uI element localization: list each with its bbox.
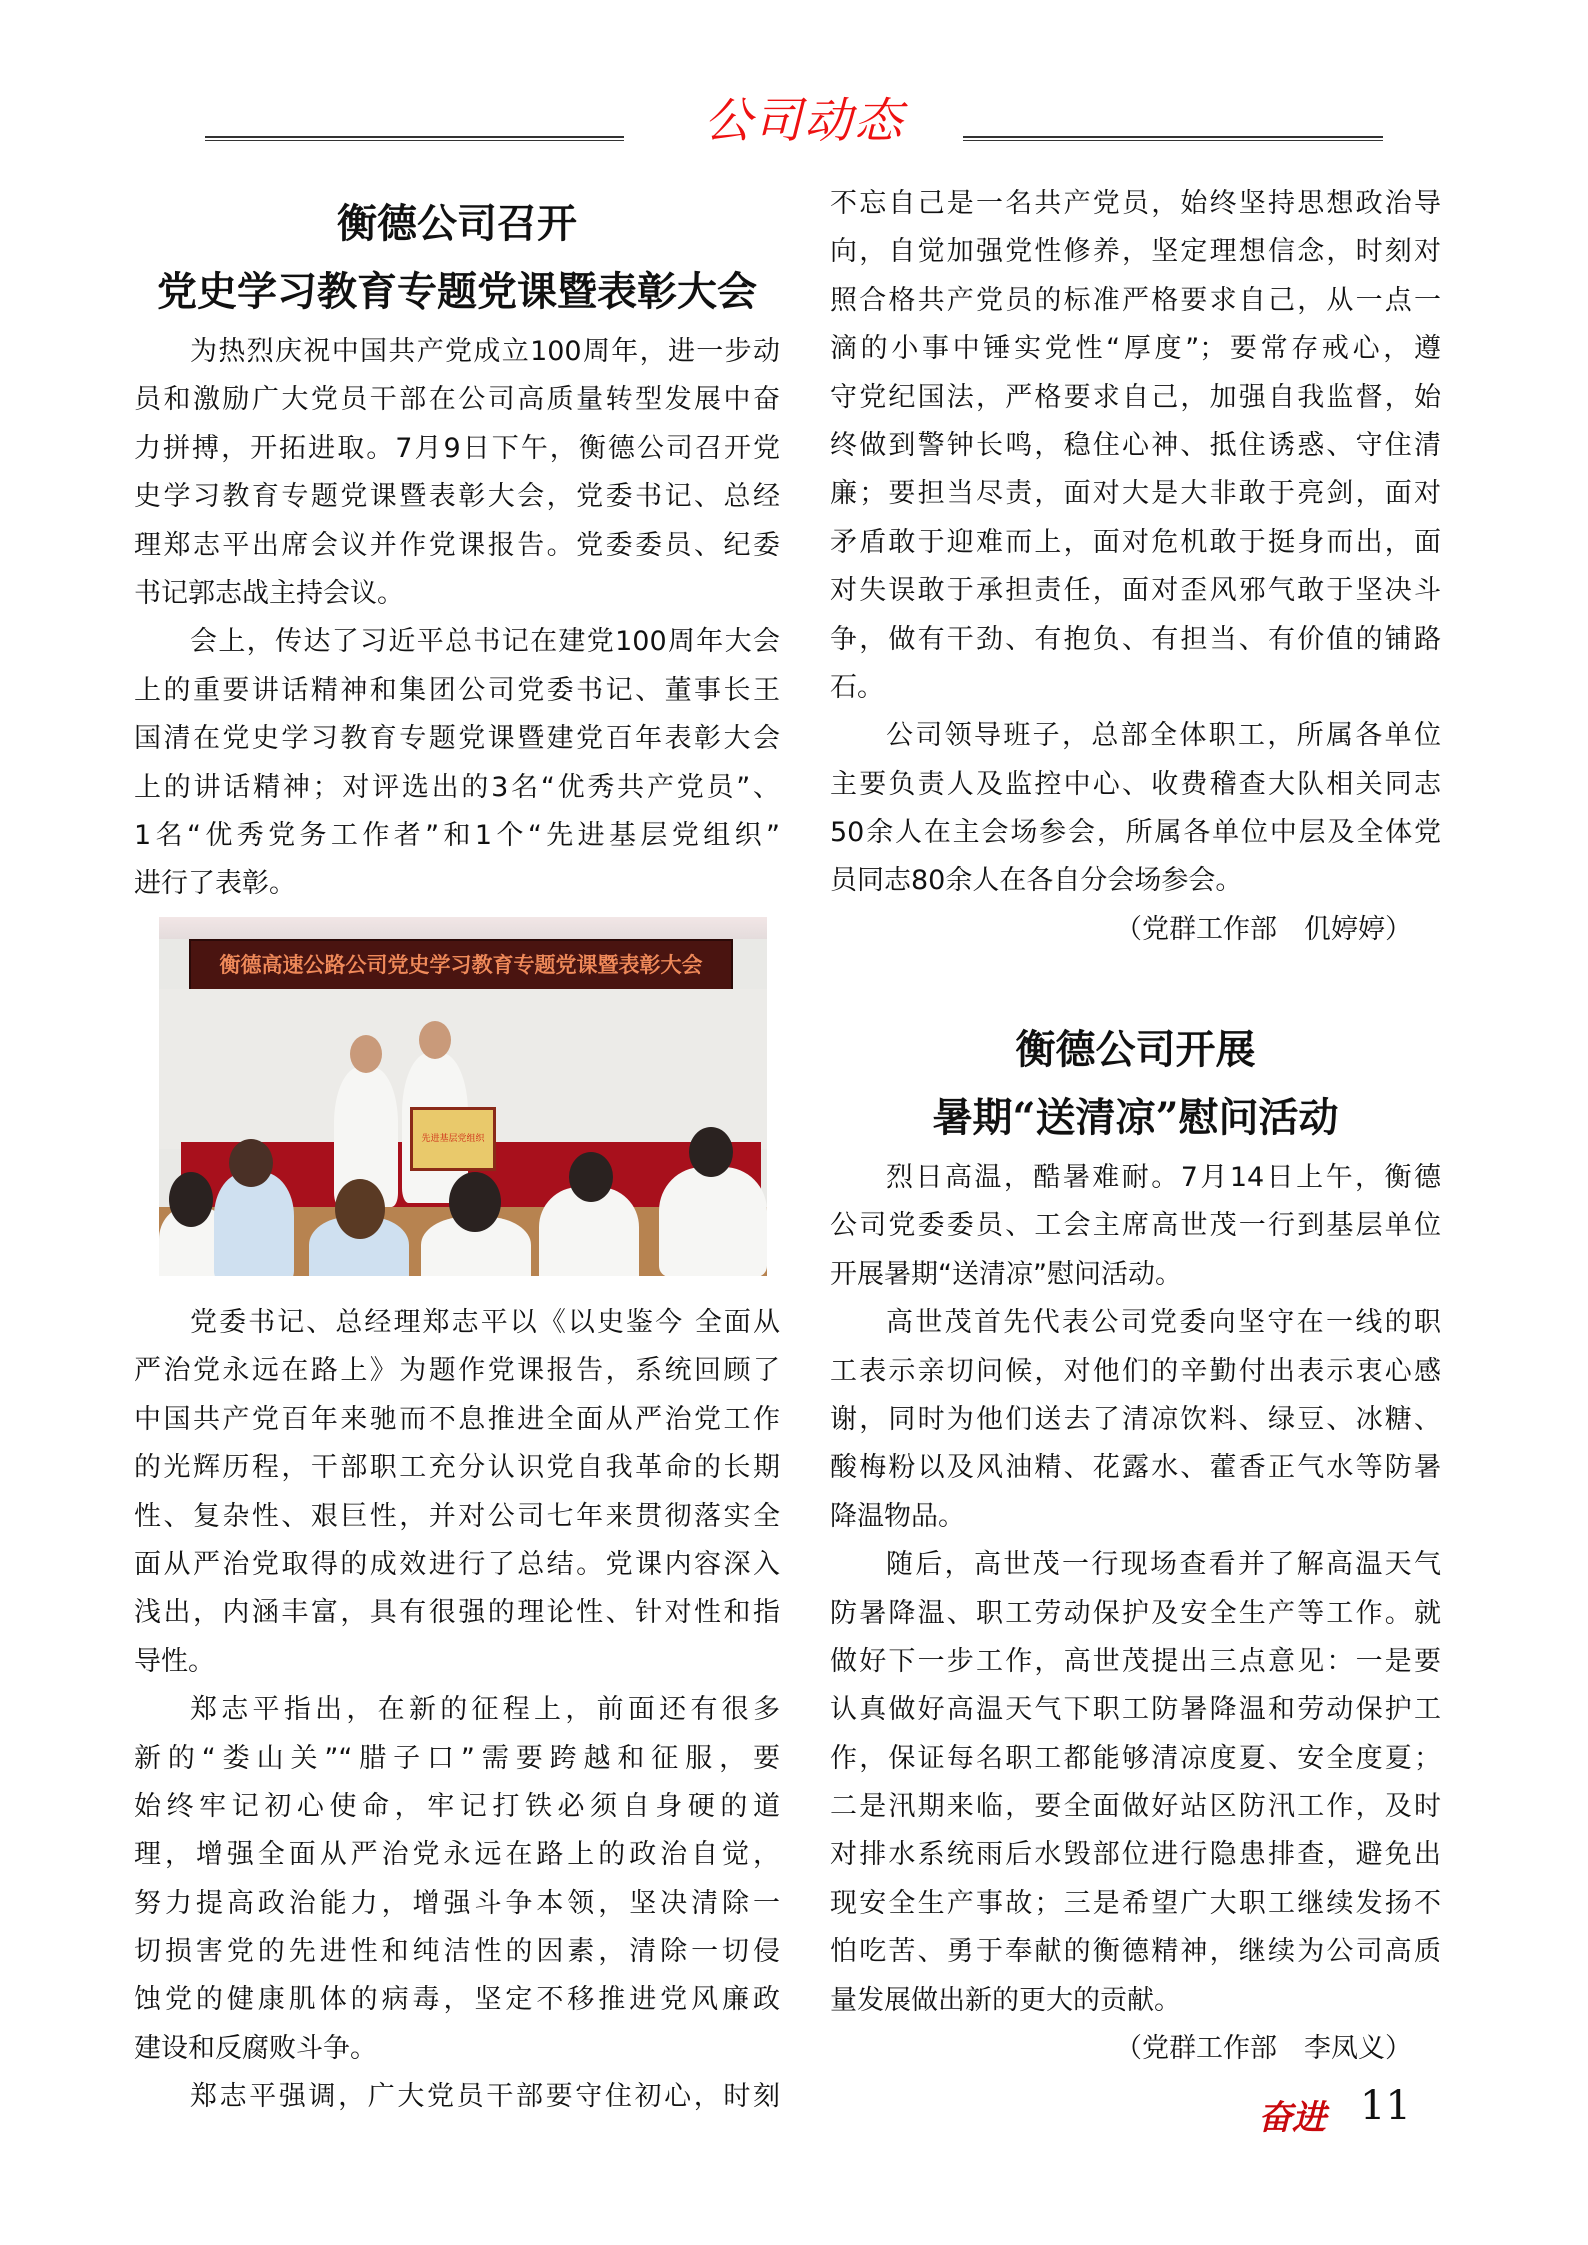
paragraph-line: 量发展做出新的更大的贡献。 — [830, 1984, 1181, 2016]
paragraph-line: 导性。 — [134, 1645, 215, 1677]
header-rule-left — [205, 136, 624, 141]
paragraph-line: 严治党永远在路上》为题作党课报告，系统回顾了 — [134, 1355, 780, 1387]
paragraph-line: 酸梅粉以及风油精、花露水、藿香正气水等防暑 — [830, 1452, 1441, 1484]
paragraph-line: 中国共产党百年来驰而不息推进全面从严治党工作 — [134, 1403, 780, 1435]
photo-head — [169, 1172, 213, 1227]
paragraph-line: 史学习教育专题党课暨表彰大会，党委书记、总经 — [134, 481, 780, 513]
paragraph-line: 50余人在主会场参会，所属各单位中层及全体党 — [830, 817, 1441, 849]
article2-attribution: （党群工作部 李凤义） — [1115, 2033, 1412, 2064]
paragraph-line: 现安全生产事故；三是希望广大职工继续发扬不 — [830, 1887, 1441, 1919]
paragraph-line: 浅出，内涵丰富，具有很强的理论性、针对性和指 — [134, 1597, 780, 1629]
paragraph-line: 蚀党的健康肌体的病毒，坚定不移推进党风廉政 — [134, 1984, 780, 2016]
article2-title-line: 衡德公司开展 — [1015, 1026, 1256, 1073]
paragraph-line: 公司领导班子，总部全体职工，所属各单位 — [886, 720, 1441, 752]
photo-head — [229, 1139, 273, 1187]
paragraph-line: 进行了表彰。 — [134, 868, 296, 900]
paragraph-line: 郑志平指出，在新的征程上，前面还有很多 — [190, 1694, 780, 1726]
article2-title — [830, 1016, 1441, 1152]
paragraph-line: 国清在党史学习教育专题党课暨建党百年表彰大会 — [134, 723, 780, 755]
paragraph-line: 主要负责人及监控中心、收费稽查大队相关同志 — [830, 768, 1441, 800]
article1-body-right — [830, 180, 1441, 906]
article2-body — [830, 1154, 1441, 2025]
paragraph-line: 理郑志平出席会议并作党课报告。党委委员、纪委 — [134, 529, 780, 561]
header-rule-right — [963, 136, 1383, 141]
paragraph-line: 认真做好高温天气下职工防暑降温和劳动保护工 — [830, 1694, 1441, 1726]
paragraph-line: 做好下一步工作，高世茂提出三点意见：一是要 — [830, 1645, 1441, 1677]
article1-title-line: 衡德公司召开 — [337, 200, 577, 247]
paragraph-line: 开展暑期“送清凉”慰问活动。 — [830, 1258, 1182, 1290]
magazine-logo: 奋进 — [1258, 2098, 1326, 2138]
paragraph-line: 上的讲话精神；对评选出的3名“优秀共产党员”、 — [134, 771, 780, 803]
paragraph-line: 努力提高政治能力，增强斗争本领，坚决清除一 — [134, 1887, 780, 1919]
paragraph-line: 面从严治党取得的成效进行了总结。党课内容深入 — [134, 1548, 780, 1580]
paragraph-line: 为热烈庆祝中国共产党成立100周年，进一步动 — [190, 336, 780, 367]
paragraph-line: 公司党委委员、工会主席高世茂一行到基层单位 — [830, 1210, 1441, 1242]
paragraph-line: 向，自觉加强党性修养，坚定理想信念，时刻对 — [830, 236, 1441, 268]
paragraph-line: 降温物品。 — [830, 1500, 965, 1532]
photo-plaque: 先进基层党组织 — [410, 1107, 496, 1171]
paragraph-line: 会上，传达了习近平总书记在建党100周年大会 — [190, 626, 780, 658]
article2-title-line: 暑期“送清凉”慰问活动 — [932, 1094, 1339, 1141]
article1-title-line: 党史学习教育专题党课暨表彰大会 — [157, 268, 757, 315]
paragraph-line: 郑志平强调，广大党员干部要守住初心，时刻 — [190, 2081, 780, 2113]
paragraph-line: 石。 — [830, 671, 884, 703]
paragraph-line: 书记郭志战主持会议。 — [134, 577, 404, 609]
paragraph-line: 员同志80余人在各自分会场参会。 — [830, 865, 1243, 897]
paragraph-line: 廉；要担当尽责，面对大是大非敢于亮剑，面对 — [830, 478, 1441, 510]
paragraph-line: 二是汛期来临，要全面做好站区防汛工作，及时 — [830, 1791, 1441, 1823]
paragraph-line: 烈日高温，酷暑难耐。7月14日上午，衡德 — [886, 1162, 1441, 1193]
paragraph-line: 员和激励广大党员干部在公司高质量转型发展中奋 — [134, 384, 780, 416]
article1-body-left-bottom — [134, 1299, 780, 2122]
paragraph-line: 守党纪国法，严格要求自己，加强自我监督，始 — [830, 381, 1441, 413]
paragraph-line: 对失误敢于承担责任，面对歪风邪气敢于坚决斗 — [830, 575, 1441, 607]
paragraph-line: 始终牢记初心使命，牢记打铁必须自身硬的道 — [134, 1790, 780, 1822]
paragraph-line: 不忘自己是一名共产党员，始终坚持思想政治导 — [830, 188, 1441, 219]
photo-ceiling — [159, 917, 767, 939]
photo-banner: 衡德高速公路公司党史学习教育专题党课暨表彰大会 — [189, 939, 733, 991]
paragraph-line: 谢，同时为他们送去了清凉饮料、绿豆、冰糖、 — [830, 1403, 1441, 1435]
paragraph-line: 怕吃苦、勇于奉献的衡德精神，继续为公司高质 — [830, 1936, 1441, 1968]
meeting-photo — [159, 917, 767, 1276]
paragraph-line: 作，保证每名职工都能够清凉度夏、安全度夏； — [830, 1742, 1441, 1774]
paragraph-line: 滴的小事中锤实党性“厚度”；要常存戒心，遵 — [830, 333, 1441, 365]
paragraph-line: 1名“优秀党务工作者”和1个“先进基层党组织” — [134, 819, 780, 851]
photo-head — [350, 1035, 382, 1073]
page-number: 11 — [1360, 2083, 1411, 2129]
paragraph-line: 对排水系统雨后水毁部位进行隐患排查，避免出 — [830, 1839, 1441, 1871]
section-title: 公司动态 — [703, 93, 904, 149]
paragraph-line: 高世茂首先代表公司党委向坚守在一线的职 — [886, 1307, 1441, 1339]
paragraph-line: 随后，高世茂一行现场查看并了解高温天气 — [886, 1549, 1441, 1581]
paragraph-line: 上的重要讲话精神和集团公司党委书记、董事长王 — [134, 674, 780, 706]
photo-head — [449, 1172, 501, 1232]
paragraph-line: 的光辉历程，干部职工充分认识党自我革命的长期 — [134, 1452, 780, 1484]
article1-title — [134, 190, 780, 326]
paragraph-line: 终做到警钟长鸣，稳住心神、抵住诱惑、守住清 — [830, 429, 1441, 461]
photo-audience — [214, 1172, 294, 1276]
paragraph-line: 力拼搏，开拓进取。7月9日下午，衡德公司召开党 — [134, 432, 780, 464]
photo-head — [419, 1021, 451, 1059]
paragraph-line: 防暑降温、职工劳动保护及安全生产等工作。就 — [830, 1597, 1441, 1629]
paragraph-line: 切损害党的先进性和纯洁性的因素，清除一切侵 — [134, 1936, 780, 1968]
paragraph-line: 工表示亲切问候，对他们的辛勤付出表示衷心感 — [830, 1355, 1441, 1387]
photo-audience — [659, 1167, 767, 1276]
paragraph-line: 新的“娄山关”“腊子口”需要跨越和征服，要 — [134, 1742, 780, 1774]
paragraph-line: 争，做有干劲、有抱负、有担当、有价值的铺路 — [830, 623, 1441, 655]
paragraph-line: 建设和反腐败斗争。 — [134, 2032, 377, 2064]
article1-attribution: （党群工作部 仉婷婷） — [1115, 914, 1412, 945]
paragraph-line: 党委书记、总经理郑志平以《以史鉴今 全面从 — [190, 1307, 780, 1338]
paragraph-line: 性、复杂性、艰巨性，并对公司七年来贯彻落实全 — [134, 1500, 780, 1532]
paragraph-line: 照合格共产党员的标准严格要求自己，从一点一 — [830, 284, 1441, 316]
photo-head — [689, 1127, 733, 1177]
paragraph-line: 矛盾敢于迎难而上，面对危机敢于挺身而出，面 — [830, 526, 1441, 558]
photo-head — [569, 1152, 613, 1202]
photo-head — [335, 1179, 385, 1239]
paragraph-line: 理，增强全面从严治党永远在路上的政治自觉， — [134, 1839, 780, 1871]
article1-body-left-top — [134, 328, 780, 909]
